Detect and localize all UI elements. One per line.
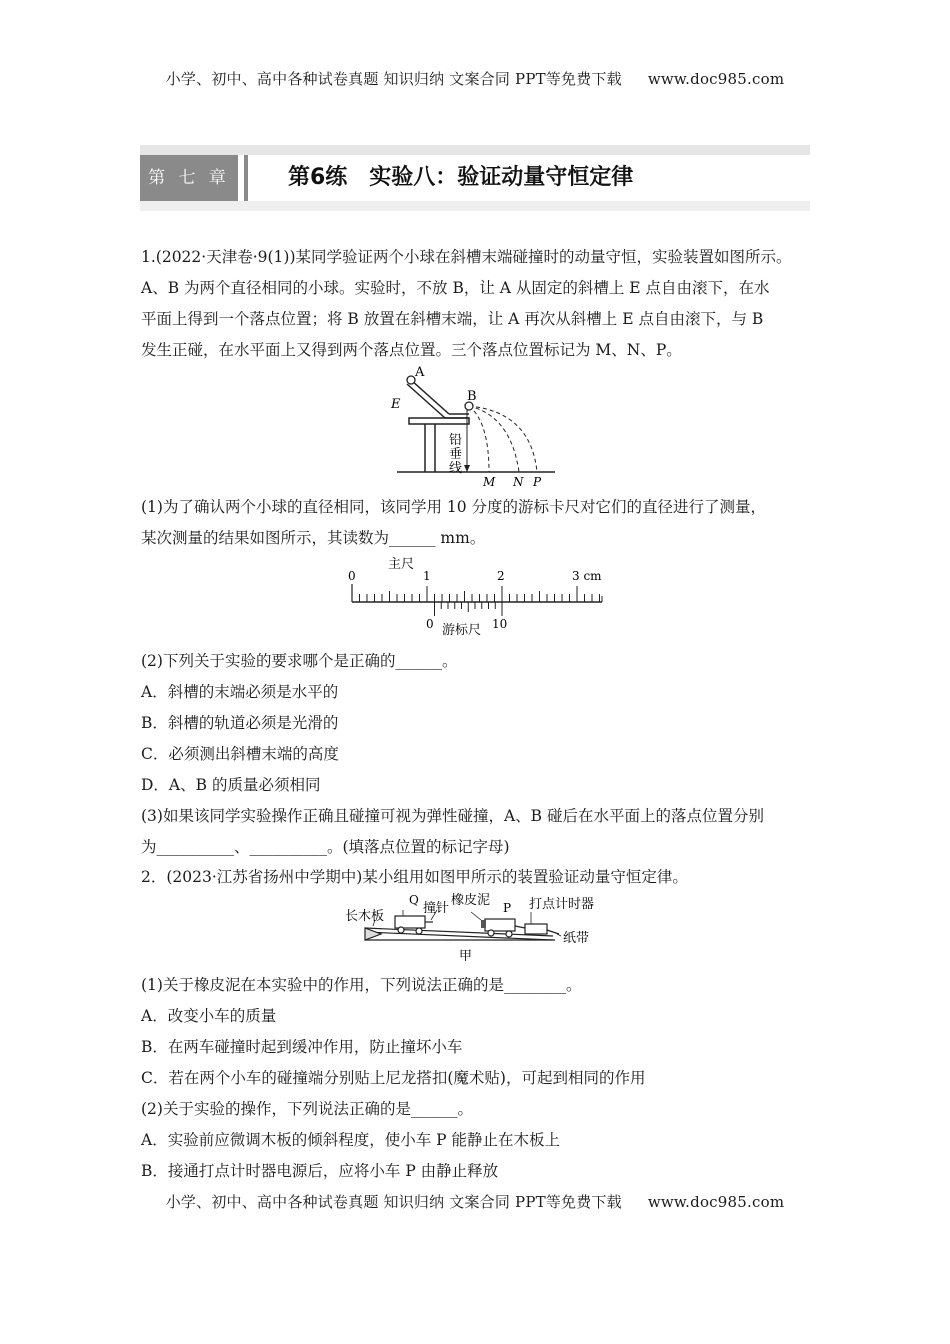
chapter-label: 第 七 章 [140,155,238,201]
figure-caption: 甲 [459,949,473,962]
label-p: P [533,475,542,488]
cart-apparatus-figure [345,890,615,962]
q1-sub2-option-b[interactable]: B．斜槽的轨道必须是光滑的 [141,714,339,732]
header-text: 小学、初中、高中各种试卷真题 知识归纳 文案合同 PPT等免费下载 [165,70,622,88]
chapter-banner [140,145,810,211]
q1-sub2-option-a[interactable]: A．斜槽的末端必须是水平的 [141,683,339,701]
main-tick-2: 2 [497,569,505,583]
label-cart-q: Q [409,893,419,907]
label-paper-tape: 纸带 [563,931,590,946]
q1-sub2 [141,646,821,863]
q2-sub2-option-a[interactable]: A．实验前应微调木板的倾斜程度，使小车 P 能静止在木板上 [141,1131,560,1149]
page-footer [0,1191,950,1212]
q2-sub1-option-c[interactable]: C．若在两个小车的碰撞端分别贴上尼龙搭扣(魔术贴)，可起到相同的作用 [141,1069,646,1087]
label-needle: 撞针 [423,901,450,916]
ball-a [407,376,415,384]
q1-line-3: 平面上得到一个落点位置；将 B 放置在斜槽末端，让 A 再次从斜槽上 E 点自由滚下，与 B [141,310,764,328]
footer-site[interactable]: www.doc985.com [647,1193,785,1211]
q1-sub3-line-1: (3)如果该同学实验操作正确且碰撞可视为弹性碰撞，A、B 碰后在水平面上的落点位置分别 [141,807,764,825]
plumb-char-2: 垂 [449,447,463,462]
vernier-tick-10: 10 [492,617,508,631]
vernier-caliper-figure [340,556,610,640]
label-b: B [467,389,477,404]
q1-sub2-option-c[interactable]: C．必须测出斜槽末端的高度 [141,745,339,763]
q2-sub1-option-a[interactable]: A．改变小车的质量 [141,1007,277,1025]
q1-stem [141,242,821,366]
q2-sub1-stem: (1)关于橡皮泥在本实验中的作用，下列说法正确的是________。 [141,976,582,994]
q2-sub2-stem: (2)关于实验的操作，下列说法正确的是______。 [141,1100,473,1118]
q1-line-4: 发生正碰，在水平面上又得到两个落点位置。三个落点位置标记为 M、N、P。 [141,341,682,359]
label-clay: 橡皮泥 [451,893,491,908]
q2-stem: 2．(2023·江苏省扬州中学期中)某小组用如图甲所示的装置验证动量守恒定律。 [141,868,688,886]
page-header [0,68,950,89]
plumb-char-1: 铅 [449,433,463,448]
main-scale-label: 主尺 [388,557,415,572]
q1-sub2-option-d[interactable]: D．A、B 的质量必须相同 [141,776,321,794]
label-e: E [391,397,401,412]
label-timer: 打点计时器 [529,897,595,912]
q1-sub1-line-1: (1)为了确认两个小球的直径相同，该同学用 10 分度的游标卡尺对它们的直径进行了测量， [141,498,767,516]
vernier-tick-0: 0 [426,617,434,631]
q1-sub1-line-2: 某次测量的结果如图所示，其读数为______ mm。 [141,529,486,547]
q2-body [141,970,821,1187]
q2-sub2-option-b[interactable]: B．接通打点计时器电源后，应将小车 P 由静止释放 [141,1162,499,1180]
vernier-scale-label: 游标尺 [442,623,482,638]
label-n: N [513,475,524,488]
q1-line-2: A、B 为两个直径相同的小球。实验时，不放 B，让 A 从固定的斜槽上 E 点自由滚下，在水 [141,279,770,297]
main-tick-0: 0 [348,569,356,583]
main-tick-1: 1 [423,569,431,583]
page-title: 第6练 实验八：验证动量守恒定律 [288,165,634,190]
header-site[interactable]: www.doc985.com [647,70,785,88]
q1-sub2-stem: (2)下列关于实验的要求哪个是正确的______。 [141,652,458,670]
q2-sub1-option-b[interactable]: B．在两车碰撞时起到缓冲作用，防止撞坏小车 [141,1038,463,1056]
footer-text: 小学、初中、高中各种试卷真题 知识归纳 文案合同 PPT等免费下载 [165,1193,622,1211]
label-a: A [415,365,425,380]
label-cart-p: P [503,901,512,915]
main-tick-3: 3 cm [572,569,602,583]
q1-sub3-line-2: 为__________、__________。(填落点位置的标记字母) [141,838,510,856]
plumb-char-3: 线 [449,461,463,476]
label-m: M [483,475,496,488]
q1-line-1: 1.(2022·天津卷·9(1))某同学验证两个小球在斜槽末端碰撞时的动量守恒，实验装置如图所示。 [141,248,792,266]
label-long-board: 长木板 [345,909,385,924]
q1-sub1 [141,492,821,554]
incline-apparatus-figure [385,362,565,488]
